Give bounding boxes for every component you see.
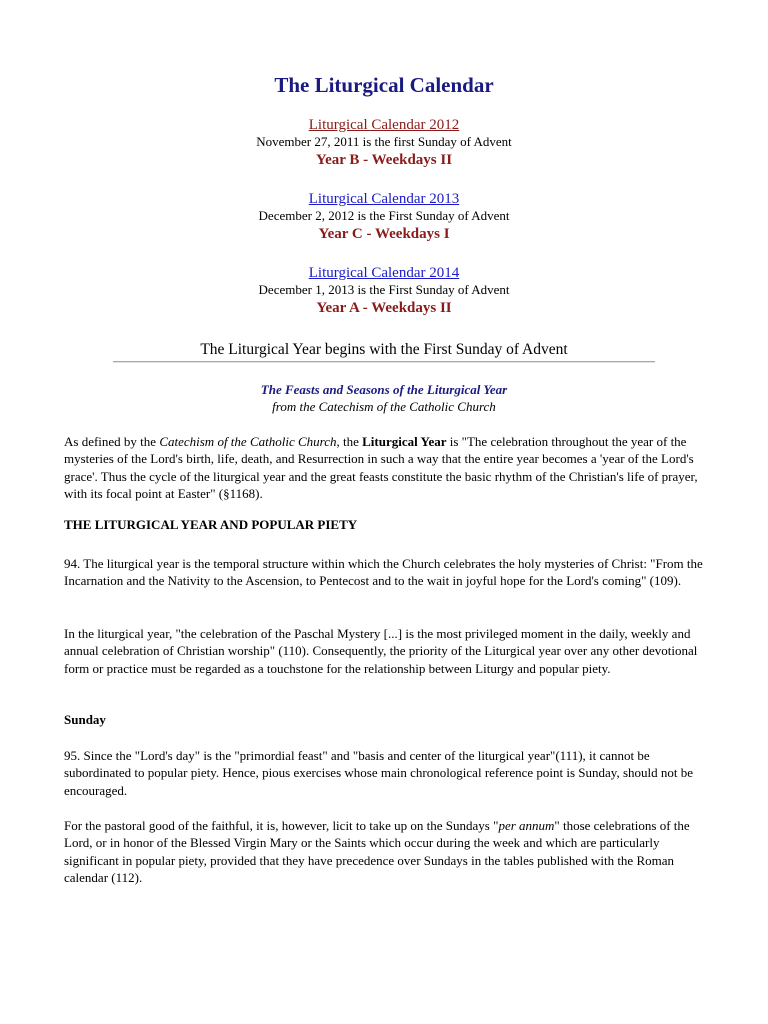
feasts-title: The Feasts and Seasons of the Liturgical Year <box>260 382 508 397</box>
intro-mid: , the <box>336 434 363 449</box>
horizontal-divider <box>113 361 655 363</box>
page-title: The Liturgical Calendar <box>274 73 494 97</box>
intro-paragraph <box>64 433 704 502</box>
calendar-2014-start-date: December 1, 2013 is the First Sunday of Advent <box>258 282 510 297</box>
calendar-block-2013 <box>0 190 768 244</box>
pastoral-pre: For the pastoral good of the faithful, it is, however, licit to take up on the Sundays " <box>64 818 499 833</box>
pastoral-post: " those celebrations of the Lord, or in honor of the Blessed Virgin Mary or the Saints which occur during the week and which are particularly significant in popular piety, provided that they have precedence over Sundays in the tables published with the Roman calendar (112). <box>64 818 690 885</box>
intro-term: Liturgical Year <box>362 434 447 449</box>
calendar-block-2014 <box>0 264 768 318</box>
intro-pre: As defined by the <box>64 434 160 449</box>
paragraph-95: 95. Since the "Lord's day" is the "primordial feast" and "basis and center of the liturgical year"(111), it cannot be subordinated to popular piety. Hence, pious exercises whose main chronological reference point is Sunday, should not be encouraged. <box>64 748 694 798</box>
calendar-block-2012 <box>0 116 768 170</box>
calendar-2014-cycle: Year A - Weekdays II <box>316 300 452 316</box>
calendar-2012-start-date: November 27, 2011 is the first Sunday of Advent <box>256 134 512 149</box>
paragraph-94: 94. The liturgical year is the temporal structure within which the Church celebrates the holy mysteries of Christ: "From the Incarnation and the Nativity to the Ascension, to Pentecost and to the wait in joyful hope for the Lord's coming" (109). <box>64 556 703 589</box>
advent-statement: The Liturgical Year begins with the First Sunday of Advent <box>200 341 568 358</box>
pastoral-latin: per annum <box>498 818 555 833</box>
calendar-2012-cycle: Year B - Weekdays II <box>315 152 453 168</box>
paragraph-paschal: In the liturgical year, "the celebration of the Paschal Mystery [...] is the most privileged moment in the daily, weekly and annual celebration of Christian worship" (110). Consequently, the priority of the Liturgical year over any other devotional form or practice must be regarded as a touchstone for the relationship between Liturgy and popular piety. <box>64 626 698 676</box>
pastoral-paragraph <box>64 817 704 886</box>
feasts-subtitle: from the Catechism of the Catholic Church <box>272 399 496 414</box>
calendar-2013-link[interactable]: Liturgical Calendar 2013 <box>308 191 460 207</box>
calendar-2014-link[interactable]: Liturgical Calendar 2014 <box>308 265 460 281</box>
intro-post: is "The celebration throughout the year of the mysteries of the Lord's birth, life, death, and Resurrection in such a way that the entire year becomes a 'year of the Lord's grace'. Thus the cycle of the liturgical year and the great feasts constitute the basic rhythm of the Christian's life of prayer, with its focal point at Easter" (§1168). <box>64 434 698 501</box>
sunday-heading: Sunday <box>64 712 106 727</box>
section-heading: THE LITURGICAL YEAR AND POPULAR PIETY <box>64 517 358 532</box>
calendar-2013-start-date: December 2, 2012 is the First Sunday of Advent <box>258 208 510 223</box>
calendar-2013-cycle: Year C - Weekdays I <box>318 226 450 242</box>
calendar-2012-link[interactable]: Liturgical Calendar 2012 <box>308 117 460 133</box>
intro-catechism: Catechism of the Catholic Church <box>159 434 337 449</box>
